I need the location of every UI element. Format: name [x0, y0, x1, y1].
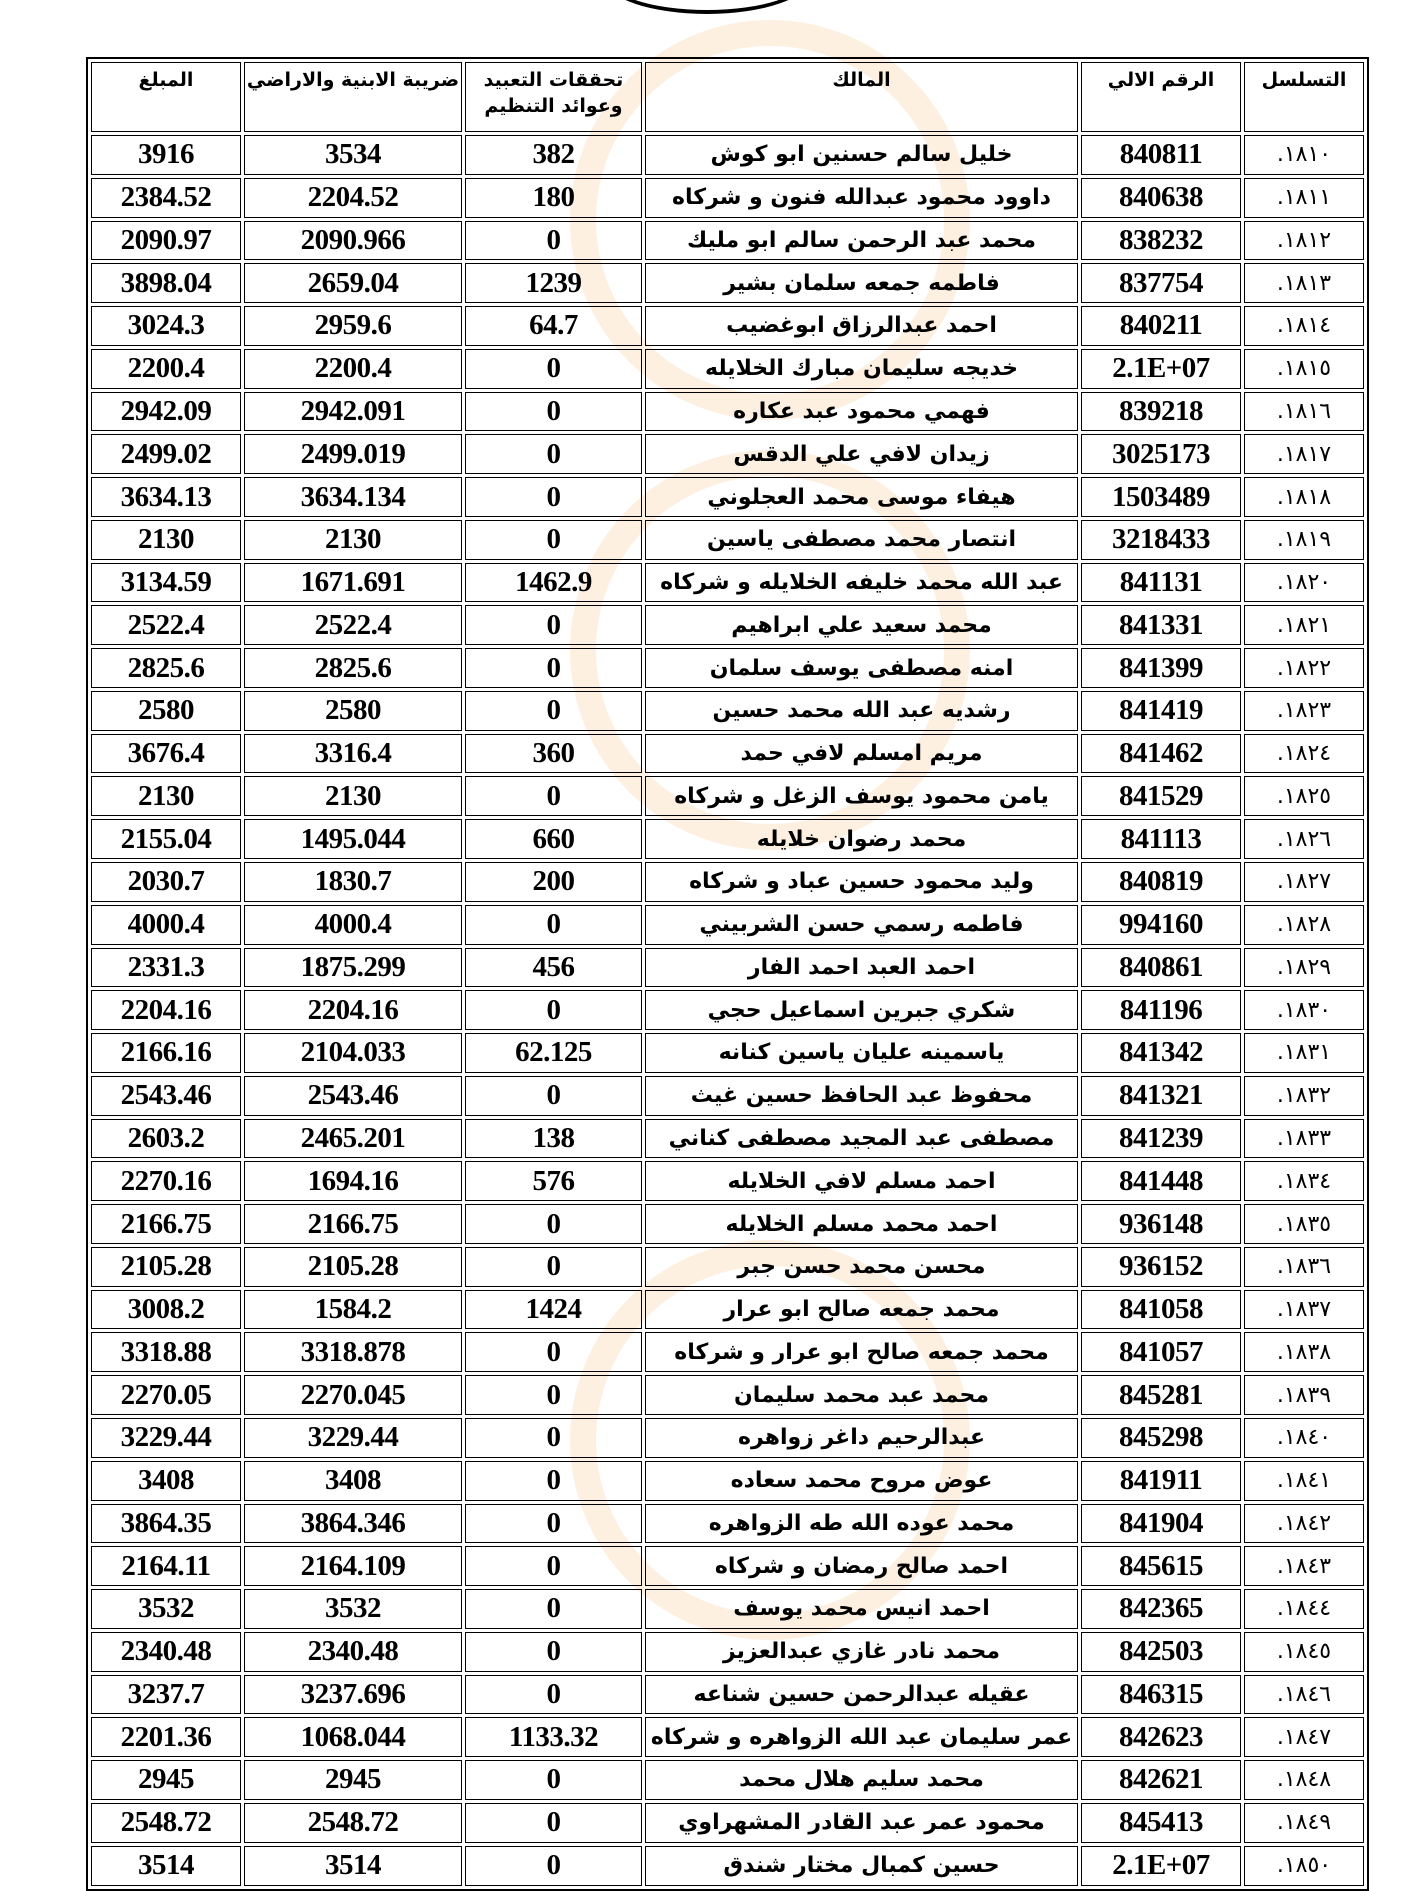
table-row — [91, 306, 1364, 346]
cell-fees: 1133.32 — [465, 1717, 642, 1757]
cell-tax: 2204.16 — [244, 990, 462, 1030]
cell-owner: محمود عمر عبد القادر المشهراوي — [645, 1803, 1078, 1843]
cell-amount: 2548.72 — [91, 1803, 241, 1843]
cell-tax: 1495.044 — [244, 819, 462, 859]
cell-amount: 4000.4 — [91, 905, 241, 945]
cell-fees: 0 — [465, 1076, 642, 1116]
cell-amount: 3134.59 — [91, 563, 241, 603]
cell-amount: 3864.35 — [91, 1504, 241, 1544]
cell-fees: 1462.9 — [465, 563, 642, 603]
cell-amount: 2204.16 — [91, 990, 241, 1030]
cell-owner: امنه مصطفى يوسف سلمان — [645, 648, 1078, 688]
cell-seq: ١٨٣٨. — [1244, 1332, 1364, 1372]
cell-fees: 382 — [465, 135, 642, 175]
cell-tax: 2164.109 — [244, 1546, 462, 1586]
table-row — [91, 1119, 1364, 1159]
cell-owner: مصطفى عبد المجيد مصطفى كناني — [645, 1119, 1078, 1159]
cell-id: 837754 — [1081, 263, 1241, 303]
cell-fees: 0 — [465, 605, 642, 645]
table-row — [91, 1247, 1364, 1287]
cell-id: 841462 — [1081, 734, 1241, 774]
cell-seq: ١٨٢٩. — [1244, 948, 1364, 988]
table-row — [91, 1033, 1364, 1073]
cell-id: 840861 — [1081, 948, 1241, 988]
cell-owner: عقيله عبدالرحمن حسين شناعه — [645, 1675, 1078, 1715]
cell-id: 842621 — [1081, 1760, 1241, 1800]
cell-seq: ١٨٤٥. — [1244, 1632, 1364, 1672]
cell-fees: 1239 — [465, 263, 642, 303]
cell-fees: 0 — [465, 1632, 642, 1672]
table-row — [91, 990, 1364, 1030]
cell-seq: ١٨٢٧. — [1244, 862, 1364, 902]
table-row — [91, 648, 1364, 688]
table-row — [91, 1332, 1364, 1372]
cell-seq: ١٨٤١. — [1244, 1461, 1364, 1501]
property-tax-table — [86, 57, 1369, 1891]
cell-tax: 2340.48 — [244, 1632, 462, 1672]
cell-fees: 180 — [465, 178, 642, 218]
cell-id: 841331 — [1081, 605, 1241, 645]
cell-id: 845281 — [1081, 1375, 1241, 1415]
cell-seq: ١٨٣٥. — [1244, 1204, 1364, 1244]
cell-owner: وليد محمود حسين عباد و شركاه — [645, 862, 1078, 902]
cell-fees: 0 — [465, 1803, 642, 1843]
cell-id: 842623 — [1081, 1717, 1241, 1757]
table-row — [91, 948, 1364, 988]
cell-fees: 0 — [465, 1546, 642, 1586]
cell-fees: 0 — [465, 1418, 642, 1458]
cell-owner: يامن محمود يوسف الزغل و شركاه — [645, 776, 1078, 816]
cell-owner: محمد جمعه صالح ابو عرار — [645, 1290, 1078, 1330]
cell-seq: ١٨٣٤. — [1244, 1161, 1364, 1201]
cell-fees: 0 — [465, 349, 642, 389]
cell-tax: 1694.16 — [244, 1161, 462, 1201]
cell-tax: 2825.6 — [244, 648, 462, 688]
cell-fees: 0 — [465, 520, 642, 560]
cell-amount: 3237.7 — [91, 1675, 241, 1715]
cell-amount: 2270.16 — [91, 1161, 241, 1201]
table-row — [91, 1076, 1364, 1116]
table-row — [91, 1632, 1364, 1672]
cell-amount: 2384.52 — [91, 178, 241, 218]
cell-tax: 2959.6 — [244, 306, 462, 346]
table-row — [91, 734, 1364, 774]
cell-fees: 0 — [465, 1589, 642, 1629]
cell-amount: 2499.02 — [91, 434, 241, 474]
cell-owner: محمد عبد الرحمن سالم ابو مليك — [645, 221, 1078, 261]
table-row — [91, 263, 1364, 303]
cell-id: 3218433 — [1081, 520, 1241, 560]
cell-seq: ١٨١٠. — [1244, 135, 1364, 175]
cell-id: 839218 — [1081, 392, 1241, 432]
header-amount: المبلغ — [91, 62, 241, 132]
cell-owner: احمد انيس محمد يوسف — [645, 1589, 1078, 1629]
cell-tax: 3237.696 — [244, 1675, 462, 1715]
cell-owner: فهمي محمود عبد عكاره — [645, 392, 1078, 432]
cell-seq: ١٨١٦. — [1244, 392, 1364, 432]
cell-id: 841529 — [1081, 776, 1241, 816]
cell-seq: ١٨٢٨. — [1244, 905, 1364, 945]
cell-owner: احمد مسلم لافي الخلايله — [645, 1161, 1078, 1201]
cell-id: 845615 — [1081, 1546, 1241, 1586]
cell-owner: محمد عوده الله طه الزواهره — [645, 1504, 1078, 1544]
cell-tax: 2543.46 — [244, 1076, 462, 1116]
cell-id: 1503489 — [1081, 477, 1241, 517]
cell-tax: 1584.2 — [244, 1290, 462, 1330]
cell-id: 840211 — [1081, 306, 1241, 346]
cell-id: 936152 — [1081, 1247, 1241, 1287]
cell-seq: ١٨٤٠. — [1244, 1418, 1364, 1458]
cell-tax: 2104.033 — [244, 1033, 462, 1073]
cell-owner: فاطمه جمعه سلمان بشير — [645, 263, 1078, 303]
cell-fees: 64.7 — [465, 306, 642, 346]
cell-id: 838232 — [1081, 221, 1241, 261]
cell-tax: 2166.75 — [244, 1204, 462, 1244]
cell-amount: 3916 — [91, 135, 241, 175]
cell-seq: ١٨١٥. — [1244, 349, 1364, 389]
cell-tax: 1875.299 — [244, 948, 462, 988]
cell-seq: ١٨٢٣. — [1244, 691, 1364, 731]
table-row — [91, 135, 1364, 175]
cell-tax: 2522.4 — [244, 605, 462, 645]
cell-tax: 2105.28 — [244, 1247, 462, 1287]
cell-amount: 2340.48 — [91, 1632, 241, 1672]
table-row — [91, 819, 1364, 859]
cell-tax: 2130 — [244, 520, 462, 560]
cell-owner: احمد محمد مسلم الخلايله — [645, 1204, 1078, 1244]
cell-tax: 3318.878 — [244, 1332, 462, 1372]
cell-id: 846315 — [1081, 1675, 1241, 1715]
cell-amount: 3408 — [91, 1461, 241, 1501]
cell-id: 841131 — [1081, 563, 1241, 603]
cell-seq: ١٨١٤. — [1244, 306, 1364, 346]
cell-amount: 2580 — [91, 691, 241, 731]
cell-owner: رشديه عبد الله محمد حسين — [645, 691, 1078, 731]
cell-fees: 0 — [465, 1504, 642, 1544]
table-row — [91, 862, 1364, 902]
cell-tax: 4000.4 — [244, 905, 462, 945]
cell-seq: ١٨٣٠. — [1244, 990, 1364, 1030]
cell-fees: 0 — [465, 1332, 642, 1372]
cell-amount: 2825.6 — [91, 648, 241, 688]
table-row — [91, 1504, 1364, 1544]
cell-id: 841448 — [1081, 1161, 1241, 1201]
cell-tax: 2200.4 — [244, 349, 462, 389]
cell-fees: 456 — [465, 948, 642, 988]
cell-amount: 2201.36 — [91, 1717, 241, 1757]
cell-owner: احمد صالح رمضان و شركاه — [645, 1546, 1078, 1586]
cell-owner: عبدالرحيم داغر زواهره — [645, 1418, 1078, 1458]
cell-owner: خليل سالم حسنين ابو كوش — [645, 135, 1078, 175]
cell-amount: 2945 — [91, 1760, 241, 1800]
cell-fees: 0 — [465, 1375, 642, 1415]
cell-amount: 3008.2 — [91, 1290, 241, 1330]
cell-fees: 0 — [465, 691, 642, 731]
cell-owner: هيفاء موسى محمد العجلوني — [645, 477, 1078, 517]
cell-tax: 2580 — [244, 691, 462, 731]
cell-amount: 3318.88 — [91, 1332, 241, 1372]
cell-amount: 2942.09 — [91, 392, 241, 432]
header-owner: المالك — [645, 62, 1078, 132]
cell-owner: محمد رضوان خلايله — [645, 819, 1078, 859]
cell-fees: 0 — [465, 648, 642, 688]
table-row — [91, 605, 1364, 645]
cell-owner: محفوظ عبد الحافظ حسين غيث — [645, 1076, 1078, 1116]
cell-fees: 0 — [465, 990, 642, 1030]
table-row — [91, 1375, 1364, 1415]
cell-seq: ١٨٣٧. — [1244, 1290, 1364, 1330]
cell-seq: ١٨٢٢. — [1244, 648, 1364, 688]
header-fees: تحققات التعبيد وعوائد التنظيم — [465, 62, 642, 132]
cell-amount: 3898.04 — [91, 263, 241, 303]
cell-id: 841239 — [1081, 1119, 1241, 1159]
table-row — [91, 349, 1364, 389]
cell-seq: ١٨٢٦. — [1244, 819, 1364, 859]
cell-id: 841057 — [1081, 1332, 1241, 1372]
cell-amount: 2090.97 — [91, 221, 241, 261]
cell-seq: ١٨١٩. — [1244, 520, 1364, 560]
cell-fees: 62.125 — [465, 1033, 642, 1073]
cell-amount: 2130 — [91, 776, 241, 816]
cell-amount: 3634.13 — [91, 477, 241, 517]
cell-tax: 2204.52 — [244, 178, 462, 218]
table-row — [91, 1589, 1364, 1629]
cell-seq: ١٨٤٤. — [1244, 1589, 1364, 1629]
cell-seq: ١٨٣٦. — [1244, 1247, 1364, 1287]
cell-id: 841419 — [1081, 691, 1241, 731]
table-row — [91, 520, 1364, 560]
cell-fees: 0 — [465, 221, 642, 261]
cell-id: 842503 — [1081, 1632, 1241, 1672]
cell-owner: محمد نادر غازي عبدالعزيز — [645, 1632, 1078, 1672]
cell-amount: 3532 — [91, 1589, 241, 1629]
cell-amount: 3229.44 — [91, 1418, 241, 1458]
table-row — [91, 1546, 1364, 1586]
cell-amount: 3514 — [91, 1846, 241, 1886]
cell-amount: 2130 — [91, 520, 241, 560]
cell-amount: 2331.3 — [91, 948, 241, 988]
cell-id: 841911 — [1081, 1461, 1241, 1501]
header-tax: ضريبة الابنية والاراضي — [244, 62, 462, 132]
cell-seq: ١٨٢١. — [1244, 605, 1364, 645]
table-row — [91, 1760, 1364, 1800]
cell-amount: 2155.04 — [91, 819, 241, 859]
cell-id: 994160 — [1081, 905, 1241, 945]
table-row — [91, 1161, 1364, 1201]
cell-seq: ١٨٤٨. — [1244, 1760, 1364, 1800]
cell-seq: ١٨٣٩. — [1244, 1375, 1364, 1415]
cell-fees: 1424 — [465, 1290, 642, 1330]
cell-owner: حسين كمبال مختار شندق — [645, 1846, 1078, 1886]
table-row — [91, 1803, 1364, 1843]
cell-tax: 2130 — [244, 776, 462, 816]
cell-owner: محمد عبد محمد سليمان — [645, 1375, 1078, 1415]
cell-id: 841196 — [1081, 990, 1241, 1030]
cell-amount: 2200.4 — [91, 349, 241, 389]
cell-tax: 3408 — [244, 1461, 462, 1501]
cell-amount: 3024.3 — [91, 306, 241, 346]
cell-owner: زيدان لافي علي الدقس — [645, 434, 1078, 474]
cell-id: 840638 — [1081, 178, 1241, 218]
cell-fees: 0 — [465, 776, 642, 816]
cell-fees: 360 — [465, 734, 642, 774]
header-seq: التسلسل — [1244, 62, 1364, 132]
cell-id: 840819 — [1081, 862, 1241, 902]
table-row — [91, 1717, 1364, 1757]
cell-fees: 0 — [465, 1846, 642, 1886]
cell-seq: ١٨٢٠. — [1244, 563, 1364, 603]
table-row — [91, 477, 1364, 517]
table-row — [91, 1418, 1364, 1458]
cell-tax: 2945 — [244, 1760, 462, 1800]
table-row — [91, 178, 1364, 218]
cell-amount: 2164.11 — [91, 1546, 241, 1586]
table-row — [91, 1846, 1364, 1886]
cell-seq: ١٨٤٣. — [1244, 1546, 1364, 1586]
cell-id: 845298 — [1081, 1418, 1241, 1458]
cell-owner: شكري جبرين اسماعيل حجي — [645, 990, 1078, 1030]
cell-id: 2.1E+07 — [1081, 1846, 1241, 1886]
table-row — [91, 1204, 1364, 1244]
cell-owner: عبد الله محمد خليفه الخلايله و شركاه — [645, 563, 1078, 603]
cell-seq: ١٨٤٦. — [1244, 1675, 1364, 1715]
cell-id: 841113 — [1081, 819, 1241, 859]
table-row — [91, 691, 1364, 731]
top-arc-decoration — [603, 0, 811, 14]
cell-owner: مريم امسلم لافي حمد — [645, 734, 1078, 774]
cell-seq: ١٨٤٧. — [1244, 1717, 1364, 1757]
cell-seq: ١٨٣٣. — [1244, 1119, 1364, 1159]
cell-tax: 2942.091 — [244, 392, 462, 432]
cell-fees: 0 — [465, 1204, 642, 1244]
cell-tax: 3634.134 — [244, 477, 462, 517]
cell-fees: 0 — [465, 434, 642, 474]
cell-owner: احمد العبد احمد الفار — [645, 948, 1078, 988]
cell-id: 841904 — [1081, 1504, 1241, 1544]
table-row — [91, 1461, 1364, 1501]
cell-tax: 3316.4 — [244, 734, 462, 774]
cell-amount: 2270.05 — [91, 1375, 241, 1415]
cell-tax: 2499.019 — [244, 434, 462, 474]
cell-owner: محسن محمد حسن جبر — [645, 1247, 1078, 1287]
cell-seq: ١٨٣١. — [1244, 1033, 1364, 1073]
table-row — [91, 1290, 1364, 1330]
cell-owner: محمد جمعه صالح ابو عرار و شركاه — [645, 1332, 1078, 1372]
cell-owner: داوود محمود عبدالله فنون و شركاه — [645, 178, 1078, 218]
table-row — [91, 1675, 1364, 1715]
cell-owner: محمد سليم هلال محمد — [645, 1760, 1078, 1800]
cell-tax: 1671.691 — [244, 563, 462, 603]
cell-tax: 2270.045 — [244, 1375, 462, 1415]
cell-fees: 138 — [465, 1119, 642, 1159]
cell-fees: 0 — [465, 905, 642, 945]
cell-owner: خديجه سليمان مبارك الخلايله — [645, 349, 1078, 389]
cell-owner: فاطمه رسمي حسن الشربيني — [645, 905, 1078, 945]
cell-tax: 1068.044 — [244, 1717, 462, 1757]
cell-amount: 2166.75 — [91, 1204, 241, 1244]
cell-seq: ١٨١١. — [1244, 178, 1364, 218]
cell-amount: 2603.2 — [91, 1119, 241, 1159]
cell-seq: ١٨٣٢. — [1244, 1076, 1364, 1116]
cell-tax: 2090.966 — [244, 221, 462, 261]
cell-fees: 0 — [465, 1760, 642, 1800]
cell-fees: 200 — [465, 862, 642, 902]
table-row — [91, 563, 1364, 603]
cell-seq: ١٨١٧. — [1244, 434, 1364, 474]
cell-tax: 3532 — [244, 1589, 462, 1629]
cell-id: 841342 — [1081, 1033, 1241, 1073]
cell-tax: 2659.04 — [244, 263, 462, 303]
cell-id: 841321 — [1081, 1076, 1241, 1116]
cell-id: 842365 — [1081, 1589, 1241, 1629]
cell-fees: 0 — [465, 1247, 642, 1287]
table-body — [91, 135, 1364, 1886]
cell-seq: ١٨١٣. — [1244, 263, 1364, 303]
cell-amount: 2543.46 — [91, 1076, 241, 1116]
cell-tax: 3229.44 — [244, 1418, 462, 1458]
cell-tax: 3534 — [244, 135, 462, 175]
cell-tax: 3514 — [244, 1846, 462, 1886]
cell-seq: ١٨٢٥. — [1244, 776, 1364, 816]
cell-owner: انتصار محمد مصطفى ياسين — [645, 520, 1078, 560]
cell-id: 2.1E+07 — [1081, 349, 1241, 389]
table-row — [91, 434, 1364, 474]
table-row — [91, 776, 1364, 816]
cell-fees: 0 — [465, 1675, 642, 1715]
cell-owner: عوض مروح محمد سعاده — [645, 1461, 1078, 1501]
table-row — [91, 905, 1364, 945]
table-header-row — [91, 62, 1364, 132]
cell-seq: ١٨٤٩. — [1244, 1803, 1364, 1843]
cell-seq: ١٨٤٢. — [1244, 1504, 1364, 1544]
cell-fees: 0 — [465, 392, 642, 432]
cell-amount: 2522.4 — [91, 605, 241, 645]
cell-seq: ١٨١٢. — [1244, 221, 1364, 261]
cell-seq: ١٨١٨. — [1244, 477, 1364, 517]
cell-id: 840811 — [1081, 135, 1241, 175]
cell-tax: 3864.346 — [244, 1504, 462, 1544]
cell-amount: 3676.4 — [91, 734, 241, 774]
cell-id: 936148 — [1081, 1204, 1241, 1244]
cell-owner: عمر سليمان عبد الله الزواهره و شركاه — [645, 1717, 1078, 1757]
cell-tax: 2465.201 — [244, 1119, 462, 1159]
cell-fees: 576 — [465, 1161, 642, 1201]
cell-seq: ١٨٢٤. — [1244, 734, 1364, 774]
cell-id: 841399 — [1081, 648, 1241, 688]
cell-owner: ياسمينه عليان ياسين كنانه — [645, 1033, 1078, 1073]
cell-fees: 0 — [465, 1461, 642, 1501]
cell-amount: 2030.7 — [91, 862, 241, 902]
table-row — [91, 221, 1364, 261]
cell-fees: 660 — [465, 819, 642, 859]
cell-tax: 2548.72 — [244, 1803, 462, 1843]
cell-id: 3025173 — [1081, 434, 1241, 474]
cell-tax: 1830.7 — [244, 862, 462, 902]
cell-owner: محمد سعيد علي ابراهيم — [645, 605, 1078, 645]
cell-id: 845413 — [1081, 1803, 1241, 1843]
header-id: الرقم الالي — [1081, 62, 1241, 132]
cell-seq: ١٨٥٠. — [1244, 1846, 1364, 1886]
table-row — [91, 392, 1364, 432]
cell-amount: 2166.16 — [91, 1033, 241, 1073]
cell-amount: 2105.28 — [91, 1247, 241, 1287]
cell-id: 841058 — [1081, 1290, 1241, 1330]
cell-owner: احمد عبدالرزاق ابوغضيب — [645, 306, 1078, 346]
cell-fees: 0 — [465, 477, 642, 517]
